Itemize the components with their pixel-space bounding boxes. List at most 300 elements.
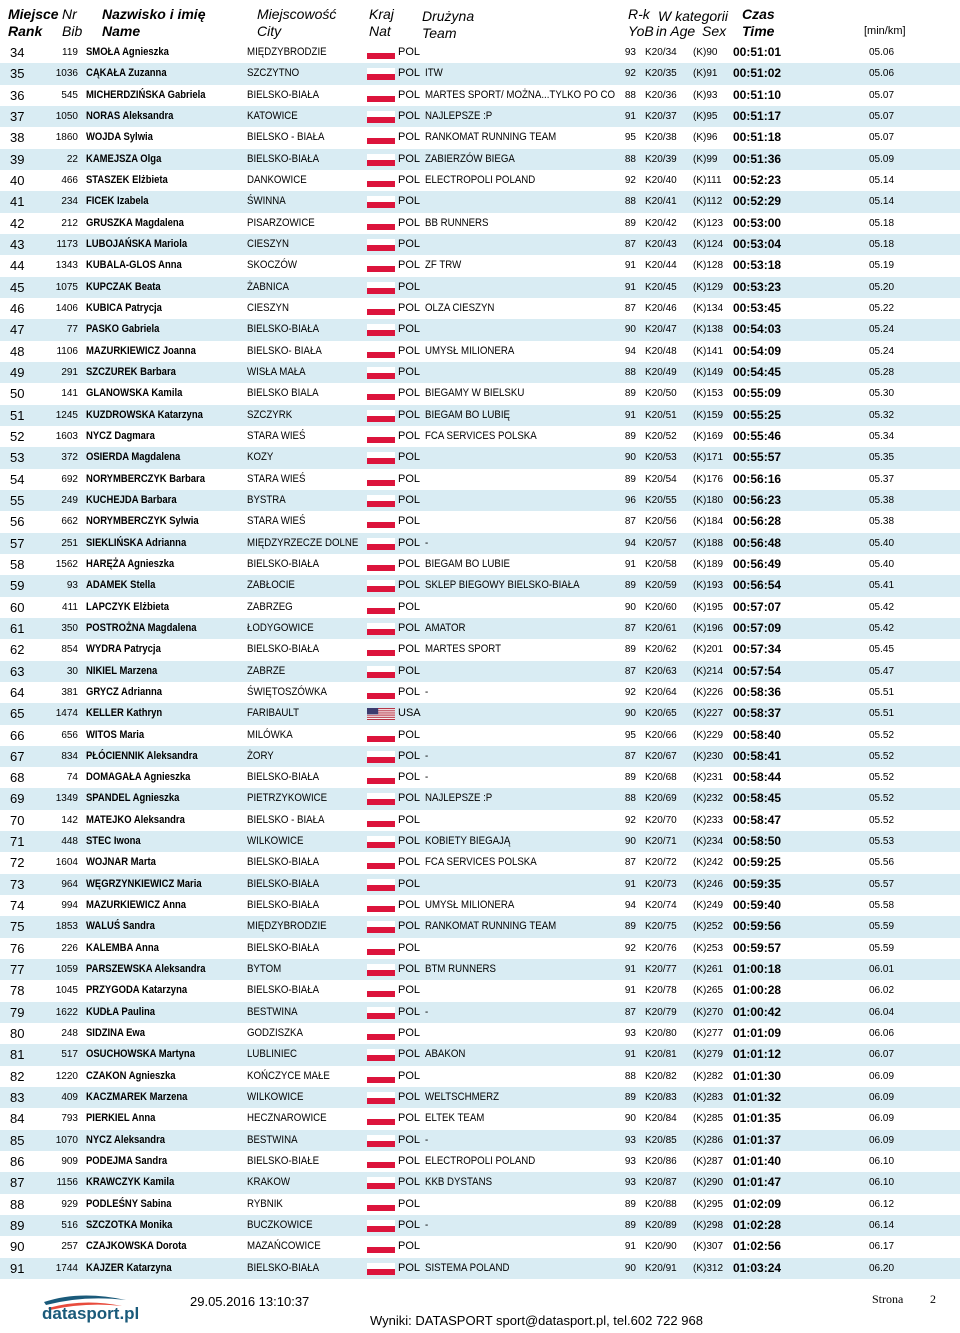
table-row (0, 895, 960, 916)
cell-rank: 76 (10, 940, 25, 956)
cell-yob: 92 (624, 686, 636, 698)
cell-nat: POL (398, 728, 421, 741)
poland-flag-icon (367, 68, 395, 80)
cell-bib: 1045 (55, 985, 78, 997)
cell-team: - (425, 1219, 429, 1232)
cell-yob: 88 (624, 793, 636, 805)
cell-city: ŚWINNA (247, 195, 286, 208)
cell-rank: 70 (10, 812, 25, 828)
cell-city: BIELSKO-BIAŁA (247, 643, 320, 656)
header-time-en: Time (742, 23, 775, 39)
cell-yob: 90 (624, 1262, 636, 1274)
cell-team: FCA SERVICES POLSKA (425, 429, 537, 442)
cell-age-rank: (K)201 (693, 644, 724, 656)
cell-age-rank: (K)230 (693, 750, 724, 762)
cell-yob: 91 (624, 878, 636, 890)
cell-rank: 44 (10, 258, 25, 274)
cell-pace: 06.09 (869, 1113, 895, 1125)
cell-time: 01:01:09 (733, 1026, 782, 1041)
cell-name: WOJNAR Marta (86, 856, 156, 869)
cell-bib: 1744 (55, 1262, 78, 1274)
cell-age-rank: (K)193 (693, 580, 724, 592)
cell-team: BIEGAMY W BIELSKU (425, 387, 525, 400)
cell-city: ŁODYGOWICE (247, 621, 314, 634)
cell-rank: 79 (10, 1004, 25, 1020)
cell-category: K20/52 (645, 430, 677, 442)
poland-flag-icon (367, 90, 395, 102)
cell-age-rank: (K)226 (693, 686, 724, 698)
cell-category: K20/77 (645, 964, 677, 976)
cell-category: K20/88 (645, 1198, 677, 1210)
cell-bib: 1853 (55, 921, 78, 933)
cell-rank: 55 (10, 492, 25, 508)
cell-bib: 212 (61, 217, 78, 229)
table-row (0, 170, 960, 191)
poland-flag-icon (367, 111, 395, 123)
cell-time: 01:01:47 (733, 1175, 782, 1190)
cell-bib: 656 (61, 729, 78, 741)
header-nat-en: Nat (369, 23, 391, 39)
poland-flag-icon (367, 1177, 395, 1189)
cell-time: 01:00:18 (733, 962, 782, 977)
poland-flag-icon (367, 730, 395, 742)
cell-nat: POL (398, 813, 421, 826)
cell-nat: POL (398, 451, 421, 464)
cell-bib: 964 (61, 878, 78, 890)
cell-name: KUBALA-GLOS Anna (86, 259, 182, 272)
poland-flag-icon (367, 516, 395, 528)
cell-rank: 49 (10, 364, 25, 380)
cell-nat: POL (398, 920, 421, 933)
cell-pace: 06.02 (869, 985, 895, 997)
table-row (0, 1194, 960, 1215)
cell-yob: 89 (624, 1092, 636, 1104)
cell-yob: 89 (624, 430, 636, 442)
cell-age-rank: (K)287 (693, 1156, 724, 1168)
cell-nat: POL (398, 88, 421, 101)
cell-time: 01:01:30 (733, 1068, 782, 1083)
cell-bib: 1562 (55, 558, 78, 570)
poland-flag-icon (367, 175, 395, 187)
cell-city: BIELSKO-BIAŁA (247, 152, 320, 165)
cell-category: K20/60 (645, 601, 677, 613)
cell-yob: 89 (624, 388, 636, 400)
cell-team: - (425, 1005, 429, 1018)
cell-age-rank: (K)270 (693, 1006, 724, 1018)
cell-pace: 05.51 (869, 708, 895, 720)
cell-yob: 90 (624, 324, 636, 336)
cell-yob: 92 (624, 174, 636, 186)
cell-category: K20/71 (645, 836, 677, 848)
cell-city: BIELSKO-BIAŁA (247, 771, 320, 784)
cell-rank: 87 (10, 1175, 25, 1191)
cell-category: K20/51 (645, 409, 677, 421)
cell-city: BIELSKO-BIAŁA (247, 323, 320, 336)
cell-rank: 39 (10, 151, 25, 167)
cell-city: BUCZKOWICE (247, 1219, 313, 1232)
cell-bib: 1059 (55, 964, 78, 976)
table-row (0, 1066, 960, 1087)
cell-nat: POL (398, 515, 421, 528)
table-row (0, 85, 960, 106)
cell-name: PASKO Gabriela (86, 323, 160, 336)
cell-nat: POL (398, 131, 421, 144)
header-kat-pl: W kategorii (658, 8, 729, 24)
cell-rank: 45 (10, 279, 25, 295)
cell-bib: 1036 (55, 68, 78, 80)
cell-team: SKLEP BIEGOWY BIELSKO-BIAŁA (425, 579, 580, 592)
cell-category: K20/85 (645, 1134, 677, 1146)
cell-time: 00:59:35 (733, 876, 782, 891)
cell-bib: 381 (61, 686, 78, 698)
usa-flag-icon (367, 708, 395, 720)
cell-pace: 05.40 (869, 537, 895, 549)
cell-nat: POL (398, 387, 421, 400)
table-row (0, 1044, 960, 1065)
table-row (0, 788, 960, 809)
cell-pace: 05.58 (869, 900, 895, 912)
cell-age-rank: (K)307 (693, 1241, 724, 1253)
cell-city: BIELSKO-BIAŁA (247, 941, 320, 954)
table-row (0, 703, 960, 724)
cell-team: KOBIETY BIEGAJĄ (425, 835, 511, 848)
cell-yob: 89 (624, 1198, 636, 1210)
cell-rank: 80 (10, 1026, 25, 1042)
cell-time: 00:51:02 (733, 66, 782, 81)
cell-time: 00:55:25 (733, 407, 782, 422)
cell-time: 00:57:09 (733, 620, 782, 635)
cell-category: K20/80 (645, 1028, 677, 1040)
cell-age-rank: (K)196 (693, 622, 724, 634)
cell-name: KUZDROWSKA Katarzyna (86, 408, 203, 421)
cell-pace: 06.09 (869, 1070, 895, 1082)
cell-yob: 88 (624, 89, 636, 101)
cell-bib: 1860 (55, 132, 78, 144)
cell-time: 01:02:09 (733, 1196, 782, 1211)
cell-team: - (425, 771, 429, 784)
cell-category: K20/87 (645, 1177, 677, 1189)
cell-name: KAMEJSZA Olga (86, 152, 162, 165)
cell-rank: 48 (10, 343, 25, 359)
cell-age-rank: (K)153 (693, 388, 724, 400)
cell-yob: 87 (624, 665, 636, 677)
cell-city: BIELSKO-BIAŁA (247, 1261, 320, 1274)
cell-yob: 91 (624, 964, 636, 976)
cell-city: FARIBAULT (247, 707, 300, 720)
cell-bib: 929 (61, 1198, 78, 1210)
table-row (0, 1130, 960, 1151)
poland-flag-icon (367, 1049, 395, 1061)
cell-rank: 82 (10, 1068, 25, 1084)
cell-rank: 71 (10, 834, 25, 850)
poland-flag-icon (367, 815, 395, 827)
poland-flag-icon (367, 644, 395, 656)
cell-pace: 06.07 (869, 1049, 895, 1061)
cell-age-rank: (K)265 (693, 985, 724, 997)
cell-name: KALEMBA Anna (86, 941, 159, 954)
cell-age-rank: (K)279 (693, 1049, 724, 1061)
cell-name: PRZYGODA Katarzyna (86, 984, 188, 997)
cell-bib: 994 (61, 900, 78, 912)
cell-rank: 38 (10, 130, 25, 146)
cell-category: K20/82 (645, 1070, 677, 1082)
cell-bib: 1603 (55, 430, 78, 442)
cell-city: BIELSKO-BIAŁA (247, 877, 320, 890)
poland-flag-icon (367, 282, 395, 294)
cell-category: K20/68 (645, 772, 677, 784)
cell-city: ŻABNICA (247, 280, 289, 293)
cell-bib: 93 (66, 580, 78, 592)
cell-bib: 1245 (55, 409, 78, 421)
cell-bib: 234 (61, 196, 78, 208)
cell-nat: POL (398, 472, 421, 485)
poland-flag-icon (367, 1241, 395, 1253)
poland-flag-icon (367, 1092, 395, 1104)
poland-flag-icon (367, 47, 395, 59)
cell-rank: 59 (10, 578, 25, 594)
poland-flag-icon (367, 623, 395, 635)
cell-city: SKOCZÓW (247, 259, 298, 272)
cell-bib: 692 (61, 473, 78, 485)
table-row (0, 362, 960, 383)
cell-name: WOJDA Sylwia (86, 131, 153, 144)
cell-rank: 43 (10, 236, 25, 252)
cell-time: 00:59:57 (733, 940, 782, 955)
cell-team: ELECTROPOLI POLAND (425, 173, 536, 186)
cell-time: 00:58:37 (733, 706, 782, 721)
header-city-pl: Miejscowość (257, 6, 337, 22)
cell-pace: 05.56 (869, 857, 895, 869)
cell-yob: 91 (624, 1049, 636, 1061)
poland-flag-icon (367, 1028, 395, 1040)
cell-yob: 89 (624, 921, 636, 933)
cell-bib: 1604 (55, 857, 78, 869)
poland-flag-icon (367, 1220, 395, 1232)
cell-city: STARA WIEŚ (247, 429, 306, 442)
cell-time: 01:03:24 (733, 1260, 782, 1275)
cell-team: RANKOMAT RUNNING TEAM (425, 920, 557, 933)
cell-yob: 91 (624, 281, 636, 293)
cell-nat: POL (398, 173, 421, 186)
cell-city: MIĘDZYBRODZIE (247, 920, 327, 933)
cell-bib: 545 (61, 89, 78, 101)
cell-bib: 409 (61, 1092, 78, 1104)
cell-name: SZCZOTKA Monika (86, 1219, 173, 1232)
cell-category: K20/63 (645, 665, 677, 677)
cell-yob: 96 (624, 494, 636, 506)
cell-category: K20/45 (645, 281, 677, 293)
cell-pace: 05.06 (869, 47, 895, 58)
cell-time: 00:52:29 (733, 194, 782, 209)
cell-bib: 909 (61, 1156, 78, 1168)
cell-time: 00:53:04 (733, 236, 782, 251)
cell-yob: 87 (624, 750, 636, 762)
cell-nat: POL (398, 109, 421, 122)
cell-pace: 05.38 (869, 494, 895, 506)
header-name-en: Name (102, 23, 141, 39)
cell-age-rank: (K)141 (693, 345, 724, 357)
cell-bib: 1343 (55, 260, 78, 272)
cell-rank: 57 (10, 535, 25, 551)
poland-flag-icon (367, 857, 395, 869)
cell-city: MIĘDZYBRODZIE (247, 46, 327, 58)
table-row (0, 383, 960, 404)
cell-age-rank: (K)134 (693, 302, 724, 314)
cell-time: 00:51:36 (733, 151, 782, 166)
cell-rank: 47 (10, 322, 25, 338)
cell-team: MARTES SPORT/ MOŻNA...TYLKO PO CO (425, 88, 616, 101)
cell-time: 00:57:54 (733, 663, 782, 678)
cell-age-rank: (K)111 (693, 174, 722, 186)
cell-name: NORYMBERCZYK Barbara (86, 472, 205, 485)
cell-nat: POL (398, 152, 421, 165)
cell-city: DANKOWICE (247, 173, 307, 186)
cell-name: KELLER Kathryn (86, 707, 163, 720)
cell-category: K20/55 (645, 494, 677, 506)
table-row (0, 127, 960, 148)
cell-rank: 42 (10, 215, 25, 231)
poland-flag-icon (367, 964, 395, 976)
table-row (0, 725, 960, 746)
table-row (0, 533, 960, 554)
cell-rank: 41 (10, 194, 25, 210)
cell-city: KOŃCZYCE MAŁE (247, 1069, 330, 1082)
cell-age-rank: (K)286 (693, 1134, 724, 1146)
cell-pace: 05.14 (869, 196, 895, 208)
cell-bib: 516 (61, 1220, 78, 1232)
header-nr-en: Bib (62, 23, 83, 39)
cell-yob: 91 (624, 985, 636, 997)
cell-rank: 73 (10, 876, 25, 892)
table-row (0, 191, 960, 212)
poland-flag-icon (367, 452, 395, 464)
poland-flag-icon (367, 1071, 395, 1083)
cell-rank: 60 (10, 599, 25, 615)
cell-name: SZCZUREK Barbara (86, 365, 176, 378)
poland-flag-icon (367, 943, 395, 955)
cell-city: BYTOM (247, 963, 282, 976)
cell-team: ZABIERZÓW BIEGA (425, 152, 515, 165)
poland-flag-icon (367, 154, 395, 166)
cell-name: NYCZ Dagmara (86, 429, 155, 442)
cell-city: PIETRZYKOWICE (247, 792, 328, 805)
cell-city: WILKOWICE (247, 1091, 304, 1104)
table-row (0, 255, 960, 276)
cell-time: 00:57:34 (733, 642, 782, 657)
cell-pace: 05.52 (869, 793, 895, 805)
cell-time: 00:59:40 (733, 898, 782, 913)
cell-name: PODLEŚNY Sabina (86, 1197, 172, 1210)
cell-bib: 1106 (56, 345, 78, 357)
cell-nat: POL (398, 301, 421, 314)
cell-city: WILKOWICE (247, 835, 304, 848)
poland-flag-icon (367, 602, 395, 614)
cell-nat: POL (398, 46, 421, 58)
cell-rank: 64 (10, 684, 25, 700)
table-row (0, 1236, 960, 1257)
cell-pace: 05.53 (869, 836, 895, 848)
cell-name: STEC Iwona (86, 835, 141, 848)
cell-name: GRUSZKA Magdalena (86, 216, 184, 229)
header-name-pl: Nazwisko i imię (102, 6, 206, 22)
table-row (0, 1151, 960, 1172)
cell-pace: 05.30 (869, 388, 895, 400)
cell-nat: POL (398, 643, 421, 656)
cell-rank: 72 (10, 855, 25, 871)
cell-yob: 93 (624, 1028, 636, 1040)
cell-pace: 05.38 (869, 516, 895, 528)
cell-pace: 05.52 (869, 772, 895, 784)
cell-nat: POL (398, 1005, 421, 1018)
cell-category: K20/54 (645, 473, 677, 485)
cell-age-rank: (K)277 (693, 1028, 724, 1040)
cell-age-rank: (K)195 (693, 601, 724, 613)
cell-name: MAZURKIEWICZ Joanna (86, 344, 196, 357)
cell-pace: 05.07 (869, 132, 895, 144)
cell-city: SZCZYTNO (247, 67, 300, 80)
cell-bib: 249 (61, 494, 78, 506)
cell-pace: 05.14 (869, 174, 895, 186)
cell-team: OLZA CIESZYN (425, 301, 495, 314)
cell-nat: POL (398, 237, 421, 250)
cell-bib: 30 (66, 665, 78, 677)
cell-team: RANKOMAT RUNNING TEAM (425, 131, 557, 144)
cell-yob: 92 (624, 814, 636, 826)
cell-rank: 36 (10, 87, 25, 103)
table-row (0, 575, 960, 596)
table-row (0, 511, 960, 532)
cell-category: K20/69 (645, 793, 677, 805)
cell-category: K20/38 (645, 132, 677, 144)
cell-team: UMYSŁ MILIONERA (425, 899, 515, 912)
cell-name: GLANOWSKA Kamila (86, 387, 183, 400)
cell-category: K20/39 (645, 153, 677, 165)
cell-team: - (425, 685, 429, 698)
cell-category: K20/36 (645, 89, 677, 101)
poland-flag-icon (367, 900, 395, 912)
cell-time: 00:56:23 (733, 492, 782, 507)
cell-bib: 411 (62, 601, 78, 613)
cell-rank: 85 (10, 1132, 25, 1148)
cell-name: MAZURKIEWICZ Anna (86, 899, 187, 912)
datasport-logo (40, 1292, 140, 1326)
cell-pace: 05.06 (869, 68, 895, 80)
cell-name: KACZMAREK Marzena (86, 1091, 188, 1104)
results-header (0, 0, 960, 42)
cell-time: 00:51:10 (733, 87, 782, 102)
cell-rank: 46 (10, 300, 25, 316)
cell-category: K20/86 (645, 1156, 677, 1168)
cell-bib: 1075 (55, 281, 78, 293)
table-row (0, 469, 960, 490)
cell-yob: 91 (624, 110, 636, 122)
cell-pace: 05.34 (869, 430, 895, 442)
table-row (0, 597, 960, 618)
cell-pace: 05.24 (869, 324, 895, 336)
cell-pace: 06.01 (869, 964, 895, 976)
cell-team: AMATOR (425, 621, 466, 634)
cell-pace: 06.10 (869, 1177, 895, 1189)
cell-nat: POL (398, 323, 421, 336)
cell-time: 00:58:47 (733, 812, 782, 827)
cell-name: DOMAGAŁA Agnieszka (86, 771, 191, 784)
cell-rank: 86 (10, 1154, 25, 1170)
cell-age-rank: (K)169 (693, 430, 724, 442)
cell-category: K20/43 (645, 238, 677, 250)
cell-time: 01:02:56 (733, 1239, 782, 1254)
cell-rank: 52 (10, 428, 25, 444)
cell-time: 00:51:18 (733, 130, 782, 145)
